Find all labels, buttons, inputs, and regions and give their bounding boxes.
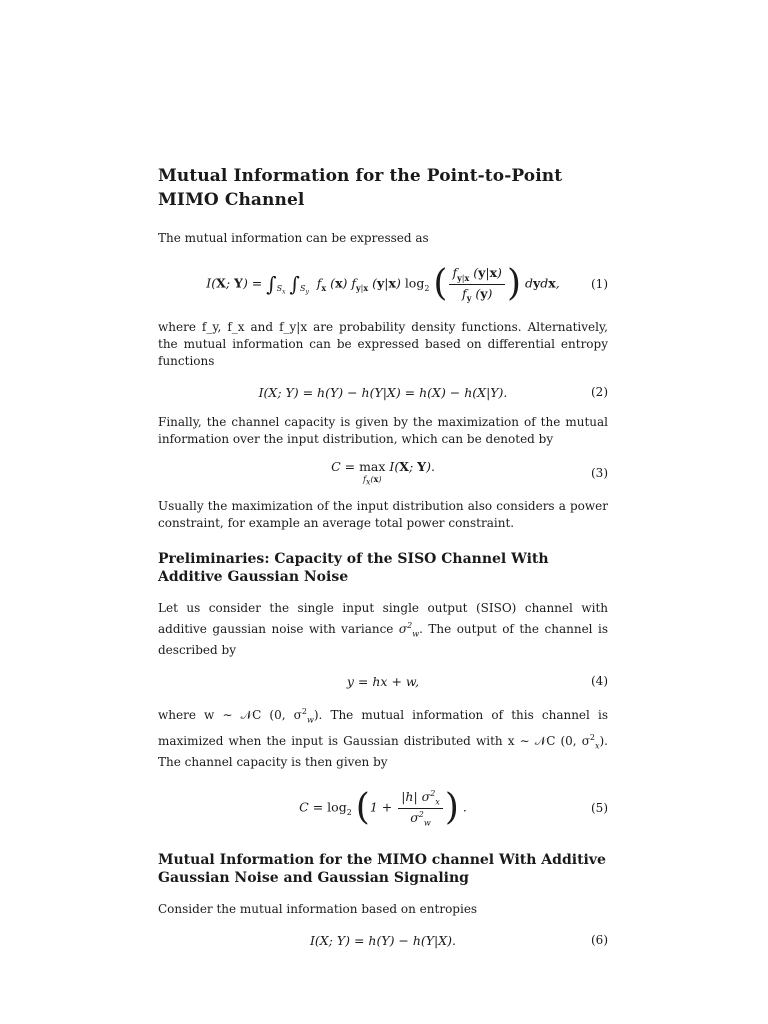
equation-2 [158,382,608,402]
equation-1-body: I(X; $Y) = \int_{S_x}$ $\int_{S_y}$ $f_x$ (x) $f_{y|x}$ (y|x) $\log_2$ ( $\frac{f_{y|x} (y|x)}{f_y (y)}$ ) dydx, [206,263,560,304]
equation-5-body: $C = \log_2 (1$ + $\frac{|h| \sigma^2_x}{\sigma^2_w}$ ) . [299,787,467,829]
paragraph-power-constraint: Usually the maximization of the input distribution also considers a power constraint, for example an average total power constraint. [158,499,608,530]
section-title-mimo: Mutual Information for the Point-to-Point MIMO Channel [158,166,563,210]
paragraph-siso-text: Let us consider the single input single output (SISO) channel with additive gaussian noise with variance [158,601,608,636]
equation-6 [158,930,608,950]
equation-number: (4) [591,674,608,689]
equation-number: (6) [591,933,608,948]
equation-1 [158,261,608,307]
paragraph-gaussian-text-1: where w ∼ 𝒩C (0, σ [158,708,302,723]
paragraph-siso: Let us consider the single input single output (SISO) channel with additive gaussian noise with variance $\sigma^2_w$. The output of the channel is described by [158,601,608,658]
paragraph-entropies: Consider the mutual information based on entropies [158,902,478,917]
paragraph-gaussian-text-3: ). The channel capacity is then given by [158,733,608,770]
equation-4 [158,671,608,691]
equation-5 [158,783,608,833]
equation-2-body: I(X; Y) = h(Y) − h(Y|X) = h(X) − h(X|Y). [258,384,508,400]
equation-number: (5) [591,801,608,816]
equation-3 [158,460,608,486]
equation-3-body: C = max $f_x(x)$ I(X; Y). [331,459,435,487]
equation-number: (3) [591,466,608,480]
paragraph-gaussian-text-2: ). The mutual information of this channel is maximized when the input is Gaussian distributed with x ∼ 𝒩C (0, σ [158,708,608,748]
paragraph-gaussian: where w ∼ 𝒩C (0, $\sigma^2_w$). The mutual information of this channel is maximized when the input is Gaussian distributed with x ∼ 𝒩C (0, $\sigma^2_x$). The channel capacity is then given by [158,707,608,770]
paragraph-pdf: where f_y, f_x and f_y|x are probability density functions. Alternatively, the mutual information can be expressed based on differential entropy functions [158,320,608,368]
paragraph-intro: The mutual information can be expressed as [158,231,429,245]
paragraph-siso-text-2: . The output of the channel is described by [158,622,608,658]
equation-number: (1) [591,277,608,291]
section-title-mimo-gaussian: Mutual Information for the MIMO channel With Additive Gaussian Noise and Gaussian Signaling [158,852,606,887]
section-title-siso: Preliminaries: Capacity of the SISO Channel With Additive Gaussian Noise [158,551,549,585]
paragraph-capacity: Finally, the channel capacity is given by the maximization of the mutual information over the input distribution, which can be denoted by [158,415,608,446]
equation-4-body: y = hx + w, [346,673,420,689]
equation-6-body: I(X; Y) = h(Y) − h(Y|X). [309,932,457,948]
document-page [158,164,608,950]
equation-number: (2) [591,385,608,399]
